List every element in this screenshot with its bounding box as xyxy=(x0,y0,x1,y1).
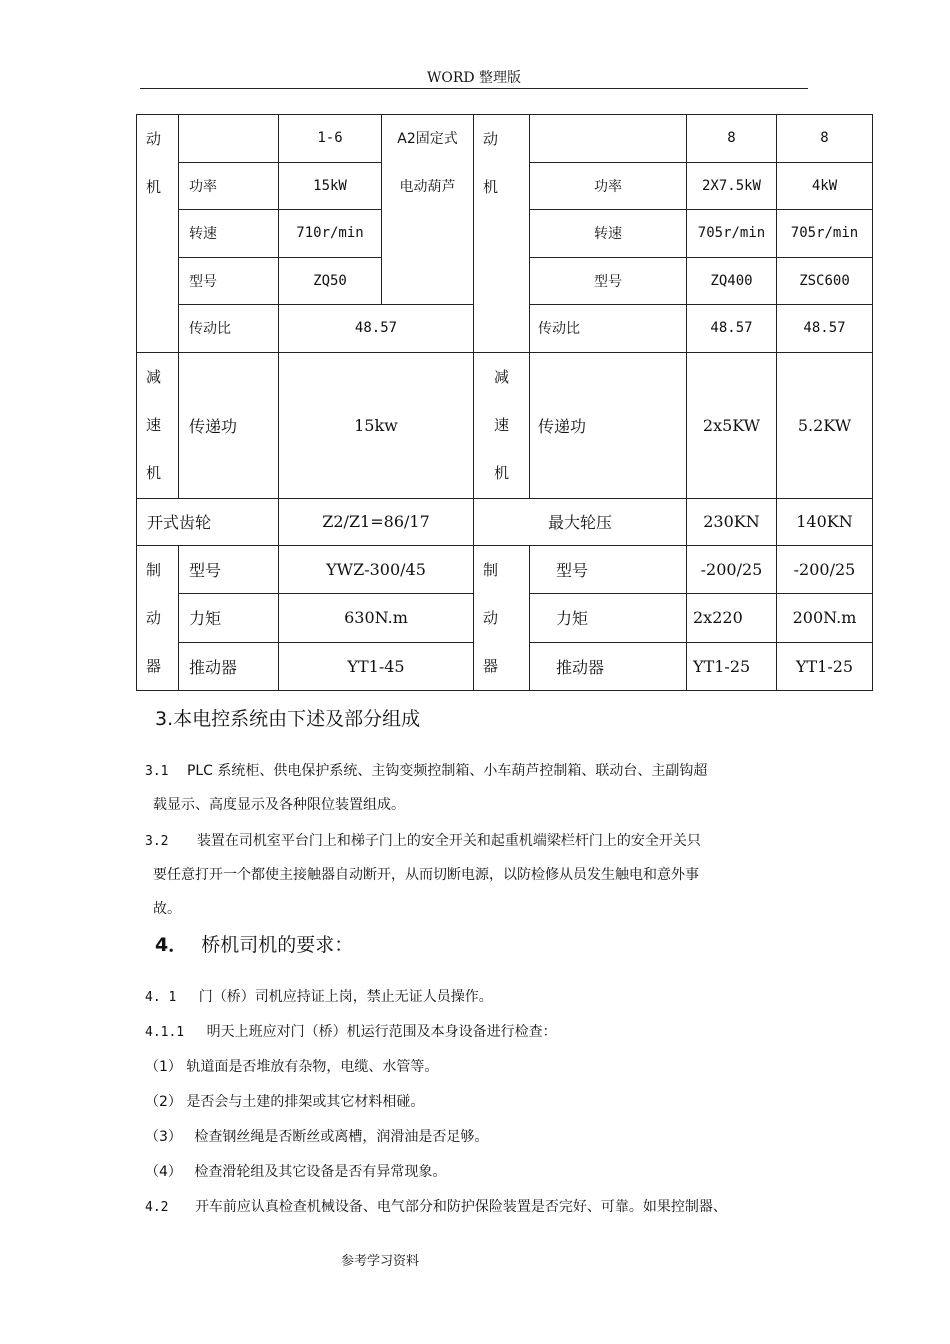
table-cell: YT1-25 xyxy=(777,642,873,690)
table-cell: ZSC600 xyxy=(777,257,873,305)
table-row xyxy=(137,115,873,163)
page-footer: 参考学习资料 xyxy=(340,1254,419,1269)
table-cell: 705r/min xyxy=(687,210,777,258)
table-cell: 2x5KW xyxy=(687,352,777,498)
reducer-label-right: 减 速 机 xyxy=(474,352,530,498)
item-4-2 xyxy=(145,1190,727,1225)
page-header: WORD 整理版 xyxy=(426,70,522,86)
table-cell: 200N.m xyxy=(777,594,873,642)
list-number: （3） xyxy=(145,1129,182,1145)
table-cell: 转速 xyxy=(530,210,687,258)
table-cell xyxy=(530,115,687,163)
table-cell: 15kW xyxy=(279,162,382,210)
table-cell: YT1-25 xyxy=(687,642,777,690)
table-cell xyxy=(179,115,279,163)
table-cell: 开式齿轮 xyxy=(137,498,279,546)
table-cell: Z2/Z1=86/17 xyxy=(279,498,474,546)
item-4-1 xyxy=(145,980,493,1015)
paragraph-number: 4. 1 xyxy=(145,990,177,1005)
item-4-1-1 xyxy=(145,1015,557,1050)
table-cell: 功率 xyxy=(530,162,687,210)
brake-label-right: 制 动 器 xyxy=(474,546,530,691)
paragraph-text: 装置在司机室平台门上和梯子门上的安全开关和起重机端梁栏杆门上的安全开关只 xyxy=(196,833,701,849)
motor-label-right: 动 机 xyxy=(474,115,530,353)
table-cell: 推动器 xyxy=(179,642,279,690)
table-row xyxy=(137,546,873,594)
table-cell: 230KN xyxy=(687,498,777,546)
list-text: 是否会与土建的排架或其它材料相碰。 xyxy=(186,1094,425,1110)
table-cell: 力矩 xyxy=(179,594,279,642)
section-title-text: 桥机司机的要求： xyxy=(201,934,354,956)
table-cell: 传递功 xyxy=(530,352,687,498)
table-cell: 传递功 xyxy=(179,352,279,498)
table-cell: 140KN xyxy=(777,498,873,546)
list-item xyxy=(145,1155,446,1189)
section4-title xyxy=(155,932,353,958)
paragraph-number: 4.2 xyxy=(145,1200,169,1215)
table-cell: 型号 xyxy=(530,546,687,594)
hoist-label-2: 电动葫芦 xyxy=(399,179,456,195)
list-text: 检查滑轮组及其它设备是否有异常现象。 xyxy=(194,1164,447,1180)
paragraph-number: 4.1.1 xyxy=(145,1025,185,1040)
table-cell: 推动器 xyxy=(530,642,687,690)
spec-table xyxy=(136,114,873,691)
paragraph-text: PLC 系统柜、供电保护系统、主钩变频控制箱、小车葫芦控制箱、联动台、主副钩超 xyxy=(186,763,708,779)
list-text: 检查钢丝绳是否断丝或离槽，润滑油是否足够。 xyxy=(194,1129,489,1145)
table-cell: 最大轮压 xyxy=(474,498,687,546)
table-cell: 2X7.5kW xyxy=(687,162,777,210)
section-number: 4． xyxy=(155,934,188,956)
paragraph-3-2 xyxy=(145,824,701,859)
table-cell: 转速 xyxy=(179,210,279,258)
table-cell: 48.57 xyxy=(279,305,474,353)
table-cell: YT1-45 xyxy=(279,642,474,690)
list-number: （4） xyxy=(145,1164,182,1180)
table-cell: 630N.m xyxy=(279,594,474,642)
list-number: （2） xyxy=(145,1094,182,1110)
table-cell: 力矩 xyxy=(530,594,687,642)
table-cell: 传动比 xyxy=(530,305,687,353)
table-cell: 5.2KW xyxy=(777,352,873,498)
brake-label-left: 制 动 器 xyxy=(137,546,179,691)
table-cell: 功率 xyxy=(179,162,279,210)
paragraph-3-1 xyxy=(145,754,707,789)
table-cell: 48.57 xyxy=(687,305,777,353)
table-cell: 4kW xyxy=(777,162,873,210)
table-cell: 型号 xyxy=(179,257,279,305)
table-cell: YWZ-300/45 xyxy=(279,546,474,594)
list-item xyxy=(145,1120,488,1154)
list-text: 轨道面是否堆放有杂物，电缆、水管等。 xyxy=(186,1059,439,1075)
table-cell: 8 xyxy=(687,115,777,163)
table-cell: 型号 xyxy=(530,257,687,305)
list-item xyxy=(145,1050,438,1084)
table-cell: -200/25 xyxy=(687,546,777,594)
hoist-label: A2固定式 xyxy=(397,131,458,147)
table-cell: 15kw xyxy=(279,352,474,498)
paragraph-text: 开车前应认真检查机械设备、电气部分和防护保险装置是否完好、可靠。如果控制器、 xyxy=(194,1199,727,1215)
table-cell: 1-6 xyxy=(279,115,382,163)
paragraph-text: 载显示、高度显示及各种限位装置组成。 xyxy=(153,797,405,813)
section3-title: 3.本电控系统由下述及部分组成 xyxy=(155,708,421,730)
table-cell: 2x220 xyxy=(687,594,777,642)
table-cell: 传动比 xyxy=(179,305,279,353)
table-cell: ZQ50 xyxy=(279,257,382,305)
table-row xyxy=(137,498,873,546)
table-cell: 8 xyxy=(777,115,873,163)
paragraph-number: 3.2 xyxy=(145,834,169,849)
table-cell: 705r/min xyxy=(777,210,873,258)
reducer-label-left: 减 速 机 xyxy=(137,352,179,498)
paragraph-text: 明天上班应对门（桥）机运行范围及本身设备进行检查： xyxy=(206,1024,557,1040)
table-cell: ZQ400 xyxy=(687,257,777,305)
list-number: （1） xyxy=(145,1059,182,1075)
paragraph-text: 要任意打开一个都使主接触器自动断开，从而切断电源，以防检修从员发生触电和意外事 xyxy=(153,867,699,883)
list-item xyxy=(145,1085,424,1119)
table-cell: 型号 xyxy=(179,546,279,594)
table-cell: -200/25 xyxy=(777,546,873,594)
paragraph-number: 3.1 xyxy=(145,764,169,779)
table-cell: 710r/min xyxy=(279,210,382,258)
paragraph-text: 故。 xyxy=(153,901,181,917)
table-row xyxy=(137,352,873,498)
motor-label-left: 动 机 xyxy=(137,115,179,353)
paragraph-text: 门（桥）司机应持证上岗，禁止无证人员操作。 xyxy=(198,989,493,1005)
header-rule xyxy=(140,88,808,89)
table-cell: 48.57 xyxy=(777,305,873,353)
